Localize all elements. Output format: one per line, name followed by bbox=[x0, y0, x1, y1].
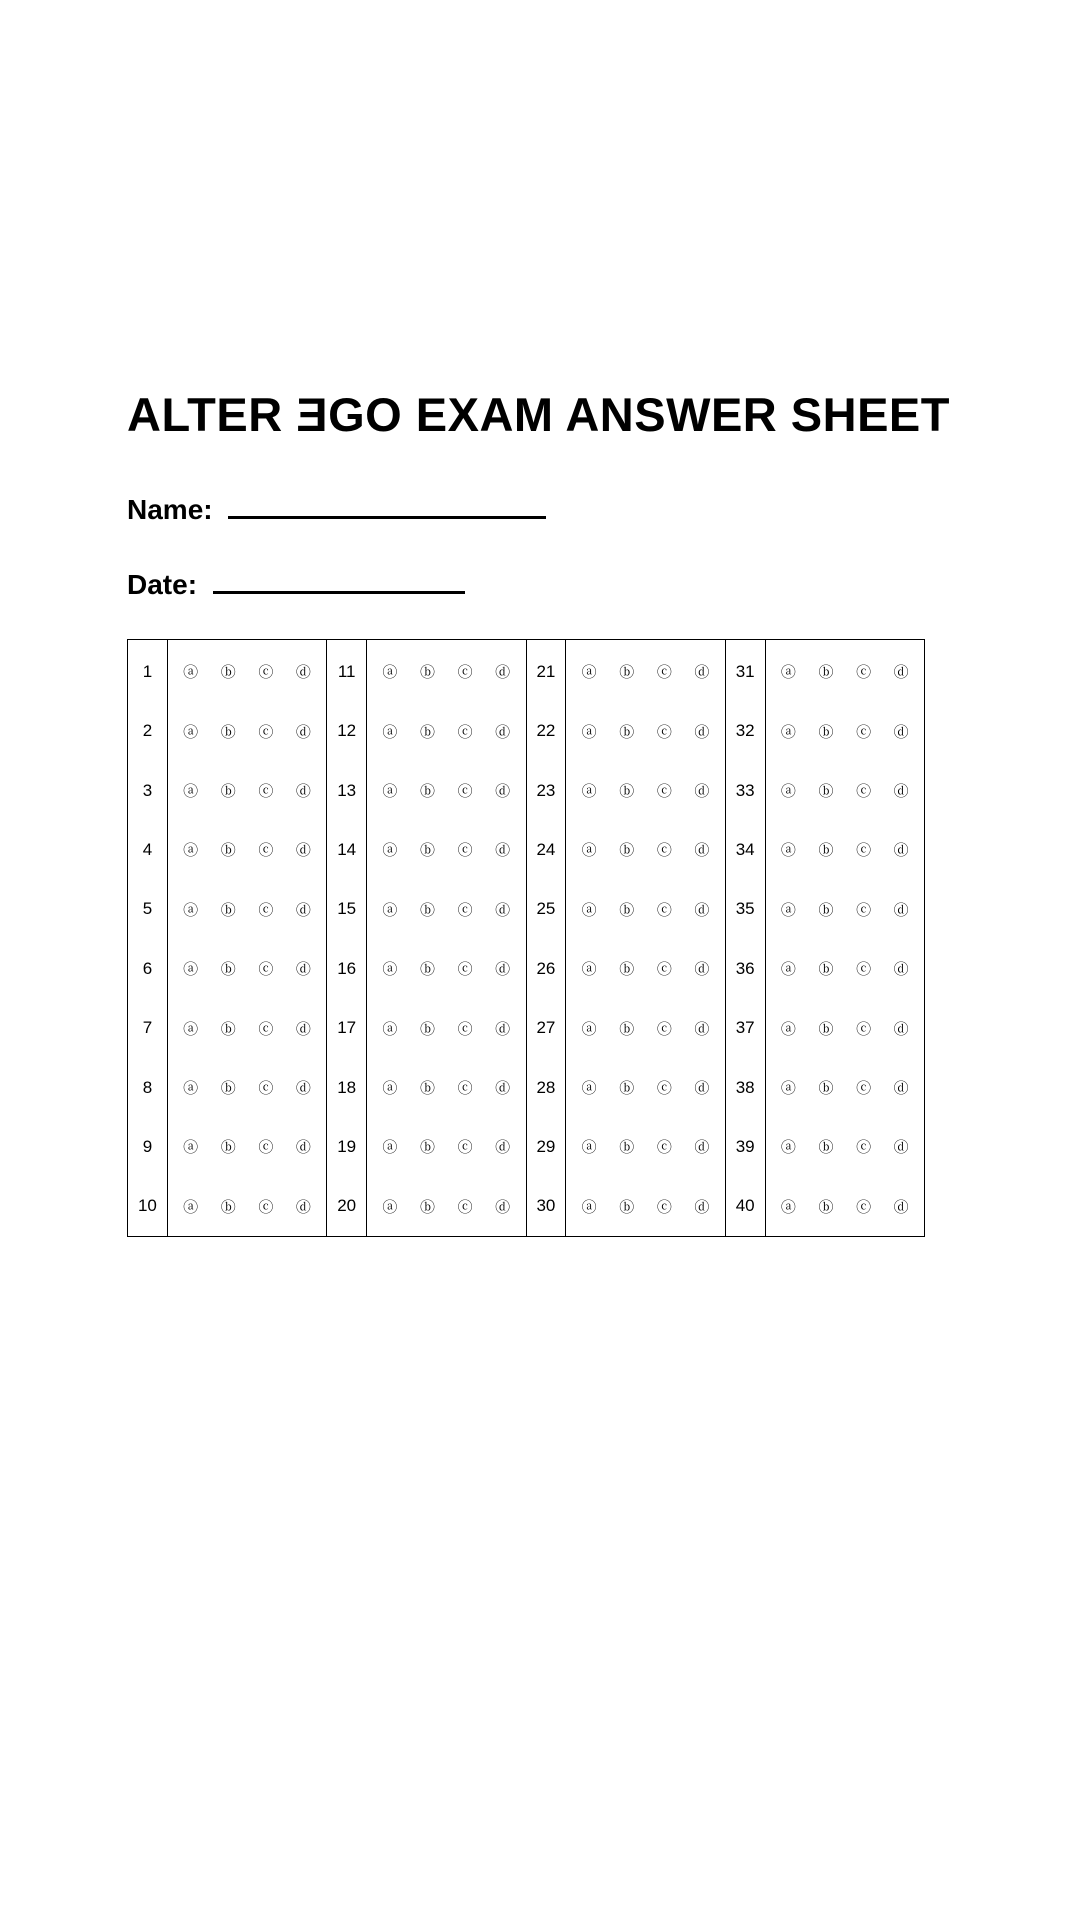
question-number: 12 bbox=[337, 721, 357, 741]
question-row bbox=[726, 761, 765, 820]
answer-bubble-c[interactable]: ⓒ bbox=[457, 960, 473, 979]
answer-bubble-d[interactable]: ⓓ bbox=[694, 1019, 710, 1038]
answer-bubble-c[interactable]: ⓒ bbox=[258, 1138, 274, 1157]
answer-bubble-d[interactable]: ⓓ bbox=[893, 960, 909, 979]
question-number: 5 bbox=[142, 899, 153, 919]
question-number: 19 bbox=[337, 1136, 357, 1156]
question-row bbox=[327, 701, 366, 760]
answer-options-row bbox=[566, 1117, 724, 1176]
answer-options-row bbox=[566, 642, 724, 701]
answer-bubble-c[interactable]: ⓒ bbox=[258, 841, 274, 860]
answer-bubble-d[interactable]: ⓓ bbox=[893, 1197, 909, 1216]
question-number: 34 bbox=[735, 839, 755, 859]
answer-bubble-d[interactable]: ⓓ bbox=[694, 1138, 710, 1157]
answer-bubble-c[interactable]: ⓒ bbox=[258, 663, 274, 682]
answer-bubble-a[interactable]: ⓐ bbox=[183, 663, 199, 682]
question-row bbox=[128, 761, 167, 820]
answer-bubble-a[interactable]: ⓐ bbox=[780, 1138, 796, 1157]
answer-bubble-b[interactable]: ⓑ bbox=[419, 841, 435, 860]
answer-bubble-d[interactable]: ⓓ bbox=[893, 1138, 909, 1157]
question-row bbox=[128, 939, 167, 998]
answer-bubble-a[interactable]: ⓐ bbox=[780, 900, 796, 919]
question-row bbox=[527, 998, 566, 1057]
answer-bubble-b[interactable]: ⓑ bbox=[619, 841, 635, 860]
question-row bbox=[327, 939, 366, 998]
answer-bubble-a[interactable]: ⓐ bbox=[382, 782, 398, 801]
answer-bubble-b[interactable]: ⓑ bbox=[619, 960, 635, 979]
answer-bubble-a[interactable]: ⓐ bbox=[183, 841, 199, 860]
answer-bubble-b[interactable]: ⓑ bbox=[220, 1197, 236, 1216]
question-row bbox=[327, 761, 366, 820]
answer-bubble-d[interactable]: ⓓ bbox=[694, 960, 710, 979]
answer-bubble-b[interactable]: ⓑ bbox=[818, 1019, 834, 1038]
answer-bubble-b[interactable]: ⓑ bbox=[619, 1079, 635, 1098]
answer-bubble-d[interactable]: ⓓ bbox=[495, 1138, 511, 1157]
answer-bubble-d[interactable]: ⓓ bbox=[495, 841, 511, 860]
answer-bubble-c[interactable]: ⓒ bbox=[856, 900, 872, 919]
question-row bbox=[527, 820, 566, 879]
answer-options-row bbox=[168, 880, 326, 939]
name-field bbox=[127, 490, 546, 530]
answer-bubble-a[interactable]: ⓐ bbox=[581, 1019, 597, 1038]
answer-bubble-d[interactable]: ⓓ bbox=[495, 1019, 511, 1038]
answer-bubble-d[interactable]: ⓓ bbox=[495, 960, 511, 979]
answer-bubble-d[interactable]: ⓓ bbox=[893, 722, 909, 741]
answer-bubble-d[interactable]: ⓓ bbox=[694, 663, 710, 682]
answer-bubble-d[interactable]: ⓓ bbox=[495, 1197, 511, 1216]
answer-options-row bbox=[766, 820, 924, 879]
answer-bubble-b[interactable]: ⓑ bbox=[419, 960, 435, 979]
answer-options-row bbox=[168, 939, 326, 998]
answer-options-row bbox=[566, 761, 724, 820]
answer-bubble-c[interactable]: ⓒ bbox=[856, 1197, 872, 1216]
answer-bubble-a[interactable]: ⓐ bbox=[382, 1197, 398, 1216]
question-number: 11 bbox=[337, 661, 356, 681]
question-row bbox=[128, 998, 167, 1057]
question-row bbox=[726, 1058, 765, 1117]
answer-bubble-a[interactable]: ⓐ bbox=[183, 1138, 199, 1157]
answer-bubble-d[interactable]: ⓓ bbox=[295, 960, 311, 979]
answer-bubble-b[interactable]: ⓑ bbox=[818, 1138, 834, 1157]
answer-bubble-c[interactable]: ⓒ bbox=[856, 782, 872, 801]
answer-options-row bbox=[367, 642, 525, 701]
answer-bubble-a[interactable]: ⓐ bbox=[780, 663, 796, 682]
question-row bbox=[527, 939, 566, 998]
answer-options-row bbox=[367, 701, 525, 760]
question-row bbox=[327, 1177, 366, 1236]
answer-bubble-a[interactable]: ⓐ bbox=[780, 1197, 796, 1216]
question-number: 28 bbox=[536, 1077, 556, 1097]
answer-bubble-c[interactable]: ⓒ bbox=[856, 663, 872, 682]
question-number: 15 bbox=[337, 899, 357, 919]
question-number-column bbox=[128, 640, 168, 1236]
answer-bubble-c[interactable]: ⓒ bbox=[656, 1019, 672, 1038]
answer-bubble-a[interactable]: ⓐ bbox=[581, 1138, 597, 1157]
question-number-column bbox=[726, 640, 766, 1236]
answer-bubble-a[interactable]: ⓐ bbox=[581, 1079, 597, 1098]
date-field bbox=[127, 565, 465, 605]
question-number: 4 bbox=[142, 839, 153, 859]
answer-bubble-b[interactable]: ⓑ bbox=[220, 663, 236, 682]
answer-options-row bbox=[367, 820, 525, 879]
question-number: 30 bbox=[536, 1196, 556, 1216]
question-number: 33 bbox=[735, 780, 755, 800]
answer-options-column bbox=[766, 640, 924, 1236]
answer-bubble-d[interactable]: ⓓ bbox=[495, 782, 511, 801]
answer-bubble-b[interactable]: ⓑ bbox=[619, 1138, 635, 1157]
answer-options-row bbox=[367, 761, 525, 820]
question-number: 7 bbox=[142, 1018, 153, 1038]
answer-bubble-a[interactable]: ⓐ bbox=[183, 960, 199, 979]
answer-bubble-c[interactable]: ⓒ bbox=[856, 1019, 872, 1038]
question-number: 26 bbox=[536, 958, 556, 978]
question-row bbox=[128, 701, 167, 760]
question-row bbox=[726, 701, 765, 760]
answer-bubble-a[interactable]: ⓐ bbox=[581, 1197, 597, 1216]
answer-options-row bbox=[168, 998, 326, 1057]
question-row bbox=[527, 1058, 566, 1117]
question-row bbox=[527, 642, 566, 701]
answer-bubble-b[interactable]: ⓑ bbox=[220, 722, 236, 741]
question-row bbox=[327, 642, 366, 701]
question-row bbox=[128, 820, 167, 879]
question-number: 1 bbox=[142, 661, 153, 681]
answer-bubble-a[interactable]: ⓐ bbox=[581, 663, 597, 682]
answer-bubble-c[interactable]: ⓒ bbox=[656, 960, 672, 979]
question-number: 37 bbox=[735, 1018, 755, 1038]
question-number: 27 bbox=[536, 1018, 556, 1038]
answer-bubble-a[interactable]: ⓐ bbox=[382, 900, 398, 919]
answer-bubble-b[interactable]: ⓑ bbox=[220, 1019, 236, 1038]
answer-bubble-a[interactable]: ⓐ bbox=[382, 722, 398, 741]
answer-bubble-d[interactable]: ⓓ bbox=[495, 663, 511, 682]
answer-bubble-d[interactable]: ⓓ bbox=[295, 1079, 311, 1098]
question-row bbox=[128, 1177, 167, 1236]
answer-bubble-c[interactable]: ⓒ bbox=[656, 900, 672, 919]
answer-options-row bbox=[566, 701, 724, 760]
question-number: 17 bbox=[337, 1018, 357, 1038]
answer-bubble-b[interactable]: ⓑ bbox=[818, 663, 834, 682]
question-row bbox=[527, 1117, 566, 1176]
question-row bbox=[726, 1117, 765, 1176]
answer-bubble-a[interactable]: ⓐ bbox=[581, 900, 597, 919]
answer-options-row bbox=[566, 880, 724, 939]
answer-bubble-b[interactable]: ⓑ bbox=[419, 1079, 435, 1098]
answer-bubble-d[interactable]: ⓓ bbox=[295, 722, 311, 741]
answer-bubble-c[interactable]: ⓒ bbox=[457, 900, 473, 919]
answer-bubble-b[interactable]: ⓑ bbox=[419, 1019, 435, 1038]
answer-bubble-a[interactable]: ⓐ bbox=[581, 782, 597, 801]
answer-options-row bbox=[766, 1177, 924, 1236]
page-title: ALTER ƎGO EXAM ANSWER SHEET bbox=[127, 388, 950, 441]
answer-bubble-d[interactable]: ⓓ bbox=[295, 782, 311, 801]
answer-options-column bbox=[168, 640, 327, 1236]
answer-bubble-c[interactable]: ⓒ bbox=[457, 722, 473, 741]
answer-options-row bbox=[168, 1177, 326, 1236]
answer-options-row bbox=[168, 701, 326, 760]
question-number-column bbox=[327, 640, 367, 1236]
answer-bubble-c[interactable]: ⓒ bbox=[258, 1019, 274, 1038]
answer-options-row bbox=[168, 820, 326, 879]
answer-bubble-a[interactable]: ⓐ bbox=[183, 782, 199, 801]
question-number: 21 bbox=[536, 661, 556, 681]
answer-options-row bbox=[766, 1117, 924, 1176]
answer-bubble-a[interactable]: ⓐ bbox=[183, 722, 199, 741]
date-blank-line bbox=[213, 569, 465, 594]
question-row bbox=[726, 998, 765, 1057]
answer-bubble-d[interactable]: ⓓ bbox=[295, 841, 311, 860]
answer-bubble-d[interactable]: ⓓ bbox=[893, 841, 909, 860]
question-number: 20 bbox=[337, 1196, 357, 1216]
answer-bubble-c[interactable]: ⓒ bbox=[656, 1197, 672, 1216]
answer-bubble-c[interactable]: ⓒ bbox=[856, 841, 872, 860]
answer-bubble-a[interactable]: ⓐ bbox=[183, 1079, 199, 1098]
answer-bubble-b[interactable]: ⓑ bbox=[619, 1019, 635, 1038]
question-row bbox=[726, 820, 765, 879]
answer-bubble-d[interactable]: ⓓ bbox=[495, 722, 511, 741]
answer-options-row bbox=[766, 939, 924, 998]
question-row bbox=[327, 1058, 366, 1117]
answer-bubble-a[interactable]: ⓐ bbox=[780, 1079, 796, 1098]
answer-bubble-d[interactable]: ⓓ bbox=[295, 1197, 311, 1216]
answer-bubble-c[interactable]: ⓒ bbox=[656, 1138, 672, 1157]
question-number: 25 bbox=[536, 899, 556, 919]
question-row bbox=[327, 998, 366, 1057]
question-number: 35 bbox=[735, 899, 755, 919]
answer-bubble-c[interactable]: ⓒ bbox=[856, 722, 872, 741]
answer-options-row bbox=[367, 1117, 525, 1176]
answer-options-column bbox=[566, 640, 725, 1236]
answer-bubble-d[interactable]: ⓓ bbox=[694, 1079, 710, 1098]
answer-bubble-c[interactable]: ⓒ bbox=[856, 1138, 872, 1157]
answer-bubble-b[interactable]: ⓑ bbox=[619, 722, 635, 741]
answer-bubble-a[interactable]: ⓐ bbox=[581, 841, 597, 860]
question-row bbox=[128, 1058, 167, 1117]
answer-options-row bbox=[766, 880, 924, 939]
answer-bubble-a[interactable]: ⓐ bbox=[581, 722, 597, 741]
question-row bbox=[128, 642, 167, 701]
answer-bubble-b[interactable]: ⓑ bbox=[220, 1138, 236, 1157]
answer-options-row bbox=[766, 701, 924, 760]
question-number: 31 bbox=[735, 661, 755, 681]
answer-bubble-a[interactable]: ⓐ bbox=[780, 841, 796, 860]
answer-options-row bbox=[766, 998, 924, 1057]
answer-bubble-a[interactable]: ⓐ bbox=[780, 722, 796, 741]
question-number: 32 bbox=[735, 721, 755, 741]
answer-bubble-b[interactable]: ⓑ bbox=[419, 1197, 435, 1216]
question-number: 3 bbox=[142, 780, 153, 800]
answer-bubble-a[interactable]: ⓐ bbox=[581, 960, 597, 979]
answer-bubble-a[interactable]: ⓐ bbox=[382, 960, 398, 979]
answer-bubble-c[interactable]: ⓒ bbox=[258, 960, 274, 979]
question-row bbox=[327, 1117, 366, 1176]
answer-bubble-b[interactable]: ⓑ bbox=[818, 900, 834, 919]
answer-bubble-b[interactable]: ⓑ bbox=[220, 841, 236, 860]
answer-bubble-c[interactable]: ⓒ bbox=[656, 782, 672, 801]
answer-bubble-d[interactable]: ⓓ bbox=[893, 900, 909, 919]
answer-bubble-d[interactable]: ⓓ bbox=[694, 722, 710, 741]
question-row bbox=[726, 939, 765, 998]
answer-bubble-c[interactable]: ⓒ bbox=[258, 722, 274, 741]
question-row bbox=[726, 642, 765, 701]
answer-options-row bbox=[168, 1117, 326, 1176]
answer-options-row bbox=[766, 642, 924, 701]
name-label: Name: bbox=[127, 494, 213, 525]
question-row bbox=[726, 1177, 765, 1236]
answer-options-row bbox=[367, 880, 525, 939]
answer-bubble-d[interactable]: ⓓ bbox=[694, 841, 710, 860]
question-number-column bbox=[527, 640, 567, 1236]
name-blank-line bbox=[228, 494, 546, 519]
answer-bubble-b[interactable]: ⓑ bbox=[619, 782, 635, 801]
answer-options-row bbox=[367, 939, 525, 998]
answer-bubble-c[interactable]: ⓒ bbox=[856, 1079, 872, 1098]
answer-options-row bbox=[566, 1177, 724, 1236]
answer-bubble-c[interactable]: ⓒ bbox=[457, 1019, 473, 1038]
answer-bubble-d[interactable]: ⓓ bbox=[893, 1019, 909, 1038]
answer-bubble-b[interactable]: ⓑ bbox=[818, 1197, 834, 1216]
answer-bubble-c[interactable]: ⓒ bbox=[258, 1197, 274, 1216]
answer-options-row bbox=[566, 820, 724, 879]
answer-options-row bbox=[168, 1058, 326, 1117]
answer-bubble-d[interactable]: ⓓ bbox=[893, 663, 909, 682]
answer-bubble-b[interactable]: ⓑ bbox=[619, 663, 635, 682]
question-number: 22 bbox=[536, 721, 556, 741]
answer-bubble-a[interactable]: ⓐ bbox=[382, 663, 398, 682]
answer-bubble-b[interactable]: ⓑ bbox=[818, 782, 834, 801]
answer-bubble-a[interactable]: ⓐ bbox=[382, 1138, 398, 1157]
answer-bubble-d[interactable]: ⓓ bbox=[694, 782, 710, 801]
question-row bbox=[527, 880, 566, 939]
answer-bubble-d[interactable]: ⓓ bbox=[495, 1079, 511, 1098]
answer-bubble-a[interactable]: ⓐ bbox=[780, 782, 796, 801]
answer-bubble-a[interactable]: ⓐ bbox=[382, 841, 398, 860]
question-row bbox=[527, 701, 566, 760]
question-number: 14 bbox=[337, 839, 357, 859]
question-number: 29 bbox=[536, 1136, 556, 1156]
answer-bubble-d[interactable]: ⓓ bbox=[893, 1079, 909, 1098]
answer-options-row bbox=[367, 1177, 525, 1236]
question-number: 18 bbox=[337, 1077, 357, 1097]
answer-options-row bbox=[766, 761, 924, 820]
answer-bubble-a[interactable]: ⓐ bbox=[183, 1197, 199, 1216]
answer-bubble-b[interactable]: ⓑ bbox=[220, 900, 236, 919]
question-number: 8 bbox=[142, 1077, 153, 1097]
answer-options-row bbox=[566, 998, 724, 1057]
question-row bbox=[327, 880, 366, 939]
question-number: 9 bbox=[142, 1136, 153, 1156]
answer-bubble-c[interactable]: ⓒ bbox=[656, 1079, 672, 1098]
answer-bubble-b[interactable]: ⓑ bbox=[818, 841, 834, 860]
answer-bubble-b[interactable]: ⓑ bbox=[818, 960, 834, 979]
question-row bbox=[128, 1117, 167, 1176]
question-number: 10 bbox=[137, 1196, 157, 1216]
answer-bubble-c[interactable]: ⓒ bbox=[656, 663, 672, 682]
answer-bubble-c[interactable]: ⓒ bbox=[457, 841, 473, 860]
question-row bbox=[128, 880, 167, 939]
answer-bubble-c[interactable]: ⓒ bbox=[457, 782, 473, 801]
answer-bubble-a[interactable]: ⓐ bbox=[183, 900, 199, 919]
answer-options-row bbox=[766, 1058, 924, 1117]
answer-bubble-b[interactable]: ⓑ bbox=[619, 900, 635, 919]
answer-options-row bbox=[566, 1058, 724, 1117]
answer-bubble-c[interactable]: ⓒ bbox=[457, 1079, 473, 1098]
question-row bbox=[527, 1177, 566, 1236]
question-row bbox=[327, 820, 366, 879]
answer-options-row bbox=[367, 998, 525, 1057]
answer-options-row bbox=[168, 761, 326, 820]
answer-bubble-c[interactable]: ⓒ bbox=[258, 900, 274, 919]
answer-bubble-b[interactable]: ⓑ bbox=[818, 1079, 834, 1098]
answer-bubble-d[interactable]: ⓓ bbox=[295, 900, 311, 919]
answer-bubble-b[interactable]: ⓑ bbox=[220, 960, 236, 979]
answer-bubble-c[interactable]: ⓒ bbox=[457, 1197, 473, 1216]
answer-bubble-b[interactable]: ⓑ bbox=[419, 1138, 435, 1157]
question-number: 13 bbox=[337, 780, 357, 800]
answer-bubble-b[interactable]: ⓑ bbox=[220, 782, 236, 801]
answer-grid bbox=[127, 639, 925, 1237]
answer-bubble-b[interactable]: ⓑ bbox=[419, 782, 435, 801]
answer-bubble-b[interactable]: ⓑ bbox=[419, 722, 435, 741]
answer-bubble-c[interactable]: ⓒ bbox=[258, 782, 274, 801]
question-number: 2 bbox=[142, 721, 153, 741]
answer-bubble-a[interactable]: ⓐ bbox=[183, 1019, 199, 1038]
answer-bubble-b[interactable]: ⓑ bbox=[818, 722, 834, 741]
answer-bubble-c[interactable]: ⓒ bbox=[258, 1079, 274, 1098]
answer-bubble-b[interactable]: ⓑ bbox=[419, 900, 435, 919]
answer-options-row bbox=[367, 1058, 525, 1117]
question-row bbox=[527, 761, 566, 820]
question-number: 40 bbox=[735, 1196, 755, 1216]
date-label: Date: bbox=[127, 569, 198, 600]
answer-bubble-a[interactable]: ⓐ bbox=[382, 1079, 398, 1098]
answer-bubble-c[interactable]: ⓒ bbox=[457, 663, 473, 682]
answer-bubble-c[interactable]: ⓒ bbox=[457, 1138, 473, 1157]
answer-bubble-d[interactable]: ⓓ bbox=[694, 1197, 710, 1216]
answer-bubble-a[interactable]: ⓐ bbox=[780, 1019, 796, 1038]
question-number: 16 bbox=[337, 958, 357, 978]
answer-bubble-b[interactable]: ⓑ bbox=[220, 1079, 236, 1098]
answer-bubble-a[interactable]: ⓐ bbox=[382, 1019, 398, 1038]
answer-options-row bbox=[168, 642, 326, 701]
question-row bbox=[726, 880, 765, 939]
answer-bubble-d[interactable]: ⓓ bbox=[694, 900, 710, 919]
answer-bubble-c[interactable]: ⓒ bbox=[656, 722, 672, 741]
answer-bubble-b[interactable]: ⓑ bbox=[419, 663, 435, 682]
answer-bubble-c[interactable]: ⓒ bbox=[656, 841, 672, 860]
question-number: 23 bbox=[536, 780, 556, 800]
answer-bubble-d[interactable]: ⓓ bbox=[893, 782, 909, 801]
answer-bubble-d[interactable]: ⓓ bbox=[495, 900, 511, 919]
question-number: 39 bbox=[735, 1136, 755, 1156]
answer-options-row bbox=[566, 939, 724, 998]
answer-bubble-c[interactable]: ⓒ bbox=[856, 960, 872, 979]
answer-bubble-d[interactable]: ⓓ bbox=[295, 663, 311, 682]
answer-bubble-d[interactable]: ⓓ bbox=[295, 1138, 311, 1157]
question-number: 24 bbox=[536, 839, 556, 859]
question-number: 36 bbox=[735, 958, 755, 978]
answer-bubble-d[interactable]: ⓓ bbox=[295, 1019, 311, 1038]
question-number: 6 bbox=[142, 958, 153, 978]
answer-options-column bbox=[367, 640, 526, 1236]
answer-bubble-a[interactable]: ⓐ bbox=[780, 960, 796, 979]
answer-bubble-b[interactable]: ⓑ bbox=[619, 1197, 635, 1216]
question-number: 38 bbox=[735, 1077, 755, 1097]
